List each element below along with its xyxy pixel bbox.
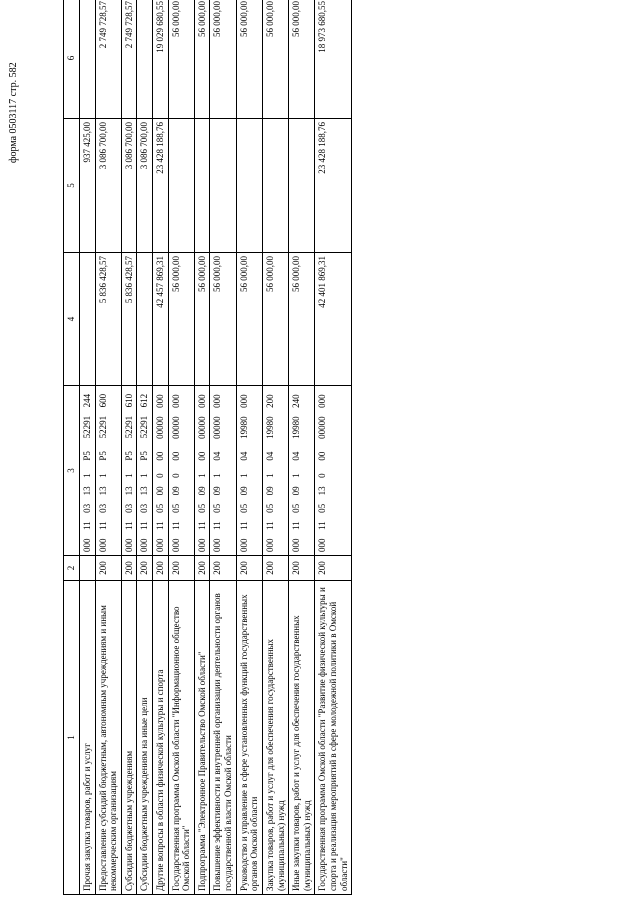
row-unexecuted: 56 000,00 [262,0,288,119]
table-row [80,0,96,895]
row-line-code: 200 [315,556,352,581]
table-row [236,0,262,895]
row-executed: 3 086 700,00 [95,119,121,253]
table-row [168,0,194,895]
col-header-1: 1 [64,581,80,895]
table-row [95,0,121,895]
row-line-code: 200 [194,556,210,581]
row-name: Руководство и управление в сфере установленных функций государственных органов Омской области [236,581,262,895]
row-approved: 42 457 869,31 [153,253,169,386]
row-approved: 56 000,00 [210,253,236,386]
row-line-code: 200 [262,556,288,581]
row-approved: 5 836 428,57 [95,253,121,386]
row-line-code: 200 [168,556,194,581]
row-line-code: 200 [121,556,137,581]
row-budget-code: 000 11 03 13 1 P5 52291 244 [80,386,96,556]
row-budget-code: 000 11 05 13 0 00 00000 000 [315,386,352,556]
col-header-6: 6 [64,0,80,119]
row-executed: 937 425,00 [80,119,96,253]
row-name: Предоставление субсидий бюджетным, автономным учреждениям и иным некоммерческим организациям [95,581,121,895]
row-approved: 56 000,00 [194,253,210,386]
row-executed [194,119,210,253]
row-unexecuted: 2 749 728,57 [121,0,137,119]
table-row [194,0,210,895]
table-row [210,0,236,895]
row-name: Прочая закупка товаров, работ и услуг [80,581,96,895]
row-unexecuted: 56 000,00 [289,0,315,119]
row-budget-code: 000 11 05 09 1 04 00000 000 [210,386,236,556]
row-budget-code: 000 11 05 09 1 04 19980 000 [236,386,262,556]
col-header-3: 3 [64,386,80,556]
row-line-code: 200 [95,556,121,581]
col-header-4: 4 [64,253,80,386]
row-line-code: 200 [289,556,315,581]
col-header-2: 2 [64,556,80,581]
form-caption: форма 0503117 стр. 582 [8,62,19,163]
table-row [137,0,153,895]
row-approved [137,253,153,386]
row-name: Другие вопросы в области физической культуры и спорта [153,581,169,895]
row-line-code [80,556,96,581]
row-budget-code: 000 11 05 09 1 00 00000 000 [194,386,210,556]
budget-table [63,0,352,895]
row-executed [289,119,315,253]
table-row [262,0,288,895]
table-row [315,0,352,895]
row-executed [210,119,236,253]
row-budget-code: 000 11 03 13 1 P5 52291 612 [137,386,153,556]
row-executed [236,119,262,253]
row-unexecuted [80,0,96,119]
col-header-5: 5 [64,119,80,253]
row-budget-code: 000 11 05 09 1 04 19980 240 [289,386,315,556]
row-line-code: 200 [210,556,236,581]
row-budget-code: 000 11 05 09 0 00 00000 000 [168,386,194,556]
column-number-header [64,0,80,895]
row-executed [168,119,194,253]
row-executed [262,119,288,253]
row-name: Государственная программа Омской области "Развитие физической культуры и спорта и реализация мероприятий в сфере молодежной политики в Омской области" [315,581,352,895]
row-line-code: 200 [137,556,153,581]
row-name: Субсидии бюджетным учреждениям на иные цели [137,581,153,895]
row-unexecuted: 2 749 728,57 [95,0,121,119]
row-unexecuted: 19 029 680,55 [153,0,169,119]
row-unexecuted: 56 000,00 [210,0,236,119]
row-approved: 56 000,00 [236,253,262,386]
row-budget-code: 000 11 05 09 1 04 19980 200 [262,386,288,556]
row-approved: 56 000,00 [289,253,315,386]
row-executed: 23 428 188,76 [315,119,352,253]
row-unexecuted: 56 000,00 [168,0,194,119]
row-name: Государственная программа Омской области "Информационное общество Омской области" [168,581,194,895]
row-name: Повышение эффективности и внутренней организации деятельности органов государственной власти Омской области [210,581,236,895]
row-line-code: 200 [236,556,262,581]
row-budget-code: 000 11 03 13 1 P5 52291 610 [121,386,137,556]
row-unexecuted [137,0,153,119]
row-approved: 5 836 428,57 [121,253,137,386]
row-unexecuted: 18 973 680,55 [315,0,352,119]
table-row [121,0,137,895]
row-unexecuted: 56 000,00 [194,0,210,119]
row-executed: 23 428 188,76 [153,119,169,253]
row-approved: 56 000,00 [168,253,194,386]
table-row [153,0,169,895]
row-approved: 42 401 869,31 [315,253,352,386]
row-unexecuted: 56 000,00 [236,0,262,119]
row-approved: 56 000,00 [262,253,288,386]
row-name: Субсидии бюджетным учреждениям [121,581,137,895]
row-executed: 3 086 700,00 [121,119,137,253]
row-name: Подпрограмма "Электронное Правительство Омской области" [194,581,210,895]
row-budget-code: 000 11 03 13 1 P5 52291 600 [95,386,121,556]
row-line-code: 200 [153,556,169,581]
table-row [289,0,315,895]
row-name: Закупка товаров, работ и услуг для обеспечения государственных (муниципальных) нужд [262,581,288,895]
row-name: Иные закупки товаров, работ и услуг для обеспечения государственных (муниципальных) нужд [289,581,315,895]
row-executed: 3 086 700,00 [137,119,153,253]
row-budget-code: 000 11 05 00 0 00 00000 000 [153,386,169,556]
row-approved [80,253,96,386]
